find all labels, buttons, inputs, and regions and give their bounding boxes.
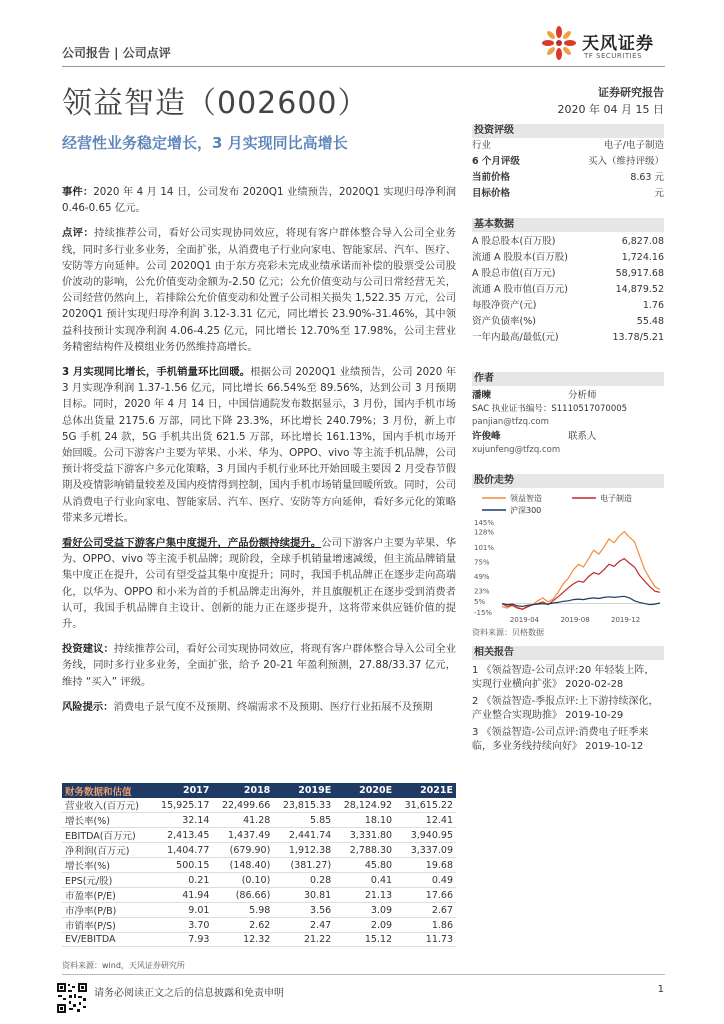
col-2017: 2017: [152, 783, 213, 798]
basic-data-row: [472, 282, 664, 298]
financial-cell: 3,331.80: [334, 828, 395, 843]
x-tick-label: 2019-04: [509, 616, 540, 624]
financial-row: [62, 933, 456, 947]
basic-data-row: [472, 330, 664, 346]
report-headline: 经营性业务稳定增长，3 月实现同比高增长: [62, 134, 348, 152]
financial-cell: 19.68: [395, 858, 456, 873]
financial-cell: 3,940.95: [395, 828, 456, 843]
x-tick-label: 2019-12: [611, 616, 641, 624]
text-event: 2020 年 4 月 14 日，公司发布 2020Q1 业绩预告，2020Q1 实现归母净利润 0.46-0.65 亿元。: [62, 186, 457, 215]
financial-row-label: 市盈率(P/E): [62, 888, 152, 903]
paragraph-risk: [62, 699, 456, 715]
lead-comment: 点评：: [62, 227, 94, 240]
financial-cell: 41.94: [152, 888, 213, 903]
brand-logo: [542, 24, 702, 66]
text-customers: 公司下游客户主要为苹果、华为、OPPO、vivo 等主流手机品牌；现阶段，全球手机销量增速减缓，但主流品牌销量集中度正在提升，公司有望受益其集中度提升；同时，我国手机品牌正在逐步走向高端化，以华为、OPPO 和小米为首的手机品牌走出海外，并且旗舰机正在逐步受到消费者认可，我国手机品牌自主设计、创新的能力正在逐步提升，这将带来供应链价值的提升。: [62, 537, 457, 631]
financial-row: [62, 813, 456, 828]
related-report-2[interactable]: 2 《领益智造-季报点评:上下游持续深化，产业整合实现助推》 2019-10-29: [472, 696, 659, 721]
author-email-2[interactable]: xujunfeng@tfzq.com: [472, 445, 561, 455]
paragraph-event: [62, 184, 456, 216]
basic-data-value: 58,917.68: [615, 268, 664, 279]
financial-cell: (86.66): [212, 888, 273, 903]
basic-data-row: [472, 234, 664, 250]
financial-cell: 1,404.77: [152, 843, 213, 858]
rating-row: [472, 138, 664, 154]
financial-cell: 0.41: [334, 873, 395, 888]
stock-price-chart: [472, 488, 664, 628]
tf-logo-icon: [542, 26, 576, 60]
basic-data-value: 1,724.16: [621, 252, 664, 263]
financial-row-label: EPS(元/股): [62, 873, 152, 888]
financial-cell: 3.56: [273, 903, 334, 918]
financial-cell: 2.62: [212, 918, 273, 933]
basic-data-row: [472, 266, 664, 282]
financial-cell: 3,337.09: [395, 843, 456, 858]
financial-cell: 11.73: [395, 933, 456, 947]
financial-cell: 17.66: [395, 888, 456, 903]
legend-label: 领益智造: [510, 494, 542, 503]
financial-cell: 1.86: [395, 918, 456, 933]
financial-row-label: 市销率(P/S): [62, 918, 152, 933]
basic-data-section: [472, 218, 664, 346]
footer-disclaimer: 请务必阅读正文之后的信息披露和免责申明: [94, 988, 284, 999]
financial-cell: 28,124.92: [334, 798, 395, 813]
financial-cell: 22,499.66: [212, 798, 273, 813]
legend-label: 沪深300: [510, 506, 542, 515]
financial-cell: 32.14: [152, 813, 213, 828]
financial-row: [62, 873, 456, 888]
lead-advice: 投资建议：: [62, 643, 114, 656]
financial-cell: 2,413.45: [152, 828, 213, 843]
stock-chart-section: [472, 474, 664, 638]
report-body: [62, 184, 456, 724]
financial-cell: 0.49: [395, 873, 456, 888]
basic-data-label: A 股总股本(百万股): [472, 236, 556, 247]
qr-code-icon: [56, 982, 88, 1014]
financial-cell: 3.09: [334, 903, 395, 918]
financial-cell: 2.47: [273, 918, 334, 933]
financial-row: [62, 858, 456, 873]
financial-source: 资料来源：wind，天风证券研究所: [62, 961, 185, 970]
rating-title: 投资评级: [472, 124, 664, 138]
author-role-2: 联系人: [568, 431, 597, 442]
financial-cell: 45.80: [334, 858, 395, 873]
financial-row: [62, 798, 456, 813]
lead-risk: 风险提示：: [62, 700, 114, 713]
financial-cell: 500.15: [152, 858, 213, 873]
y-tick-label: 101%: [474, 543, 495, 552]
financial-table: [62, 783, 456, 947]
rating-label: 当前价格: [472, 172, 511, 183]
y-tick-label: 23%: [474, 587, 490, 596]
footer-divider: [62, 974, 665, 975]
authors-section: [472, 372, 664, 457]
financial-cell: 2,441.74: [273, 828, 334, 843]
paragraph-advice: [62, 641, 456, 690]
rating-row: [472, 170, 664, 186]
financial-cell: 7.93: [152, 933, 213, 947]
related-section: [472, 646, 664, 754]
chart-source: 资料来源：贝格数据: [472, 628, 544, 637]
author-name-2: 许俊峰: [472, 431, 501, 442]
header-divider: [62, 66, 665, 67]
rating-value: 买入（维持评级）: [587, 156, 664, 167]
financial-cell: 41.28: [212, 813, 273, 828]
financial-cell: 0.21: [152, 873, 213, 888]
financial-cell: 2.09: [334, 918, 395, 933]
financial-cell: 2,788.30: [334, 843, 395, 858]
basic-data-label: 一年内最高/最低(元): [472, 332, 559, 343]
col-2019e: 2019E: [273, 783, 334, 798]
basic-data-label: 资产负债率(%): [472, 316, 536, 327]
financial-cell: 9.01: [152, 903, 213, 918]
rating-row: [472, 154, 664, 170]
basic-data-row: [472, 298, 664, 314]
financial-row-label: EV/EBITDA: [62, 933, 152, 947]
financial-row-label: 增长率(%): [62, 858, 152, 873]
financial-row: [62, 903, 456, 918]
financial-row-label: 增长率(%): [62, 813, 152, 828]
basic-data-label: A 股总市值(百万元): [472, 268, 556, 279]
lead-march: 3 月实现同比增长，手机销量环比回暖。: [62, 366, 251, 379]
rating-value: 电子/电子制造: [603, 140, 664, 151]
financial-row: [62, 918, 456, 933]
related-report-1[interactable]: 1 《领益智造-公司点评:20 年轻装上阵，实现行业横向扩张》 2020-02-28: [472, 665, 655, 690]
text-advice: 持续推荐公司，看好公司实现协同效应，将现有客户群体整合导入公司全业务线，同时多行业多业务，全面扩张，给予 20-21 年盈利预测，27.88/33.37 亿元，维持 “买入” 评级。: [62, 643, 457, 688]
author-name-1: 潘暕: [472, 390, 492, 401]
rating-section: [472, 124, 664, 202]
financial-cell: 1,437.49: [212, 828, 273, 843]
financial-row: [62, 888, 456, 903]
legend-label: 电子制造: [600, 494, 632, 503]
financial-cell: 12.32: [212, 933, 273, 947]
paragraph-comment: [62, 225, 456, 355]
y-tick-label: 5%: [474, 597, 486, 606]
basic-data-row: [472, 250, 664, 266]
financial-row: [62, 828, 456, 843]
financial-cell: 3.70: [152, 918, 213, 933]
col-2020e: 2020E: [334, 783, 395, 798]
authors-title: 作者: [472, 372, 664, 386]
financial-cell: (381.27): [273, 858, 334, 873]
logo-text-en: TF SECURITIES: [584, 52, 643, 60]
financial-cell: 31,615.22: [395, 798, 456, 813]
basic-data-label: 流通 A 股市值(百万元): [472, 284, 568, 295]
rating-row: [472, 186, 664, 202]
financial-cell: 18.10: [334, 813, 395, 828]
financial-cell: 12.41: [395, 813, 456, 828]
financial-row-label: 市净率(P/B): [62, 903, 152, 918]
report-date: 2020 年 04 月 15 日: [557, 103, 664, 116]
series-line-3: [502, 596, 660, 606]
financial-cell: 15.12: [334, 933, 395, 947]
financial-cell: 0.28: [273, 873, 334, 888]
y-tick-label: -15%: [474, 609, 493, 617]
basic-data-value: 6,827.08: [621, 236, 664, 247]
y-tick-label: 145%: [474, 519, 495, 527]
x-tick-label: 2019-08: [560, 616, 590, 624]
rating-label: 目标价格: [472, 188, 511, 199]
financial-row: [62, 843, 456, 858]
financial-cell: 15,925.17: [152, 798, 213, 813]
financial-cell: 5.98: [212, 903, 273, 918]
related-title: 相关报告: [472, 646, 664, 660]
financial-row-label: 营业收入(百万元): [62, 798, 152, 813]
basic-data-label: 每股净资产(元): [472, 300, 537, 311]
paragraph-customers: [62, 535, 456, 632]
col-2021e: 2021E: [395, 783, 456, 798]
logo-text-cn: 天风证券: [582, 34, 654, 54]
financial-cell: 23,815.33: [273, 798, 334, 813]
company-title: 领益智造（002600）: [62, 86, 369, 121]
stock-chart-title: 股价走势: [472, 474, 664, 488]
basic-data-row: [472, 314, 664, 330]
basic-data-title: 基本数据: [472, 218, 664, 232]
financial-title: 财务数据和估值: [62, 783, 152, 798]
financial-cell: (0.10): [212, 873, 273, 888]
author-email-1[interactable]: panjian@tfzq.com: [472, 417, 549, 427]
rating-label: 6 个月评级: [472, 156, 520, 167]
report-category: 公司报告 | 公司点评: [62, 46, 171, 60]
text-risk: 消费电子景气度不及预期、终端需求不及预期、医疗行业拓展不及预期: [113, 700, 433, 713]
financial-cell: 21.22: [273, 933, 334, 947]
basic-data-value: 1.76: [642, 300, 664, 311]
text-march: 根据公司 2020Q1 业绩预告，公司 2020 年 3 月实现净利润 1.37-1.56 亿元，同比增长 66.54%至 89.56%，达到公司 3 月预期目标。同时，2020 年 4 月 14 日，中国信通院发布数据显示，3 月份，国内手机市场总体出货量 2175.6 万部，同比下降 23.3%，环比增长 240.79%；3 月份，新上市 5G 手机 24 款，5G 手机共出货 621.5 万部，环比增长 161.13%，国内手机市场开始回暖。公司下游客户主要为苹果、小米、华为、OPPO、vivo 等主流手机品牌，公司预计将受益下游客户多元化策略，3 月国内手机行业环比开始回暖主要因 2 月受春节假期及疫情影响销量较差及国内疫情得到控制，国内手机市场销量回暖所致。同时，公司从消费电子行业向家电、智能家居、汽车、医疗、安防等方向延伸，看好多元化的策略带来多元增长。: [62, 366, 456, 524]
basic-data-value: 55.48: [636, 316, 664, 327]
page-number: 1: [657, 984, 664, 995]
author-role-1: 分析师: [568, 390, 597, 401]
text-comment: 持续推荐公司，看好公司实现协同效应，将现有客户群体整合导入公司全业务线，同时多行业多业务，全面扩张，从消费电子行业向家电、智能家居、汽车、医疗、安防等方向延伸。公司 2020Q1 由于东方亮彩未完成业绩承诺而补偿的股票受公司股价波动的影响，公允价值变动金额为-2.50 亿元；公允价值变动与公司日常经营无关，公司经营仍然向上，若排除公允价值变动和处置子公司相关损失 1,522.35 万元，公司 2020Q1 预计实现归母净利润 3.12-3.31 亿元，同比增长 23.90%-31.46%，其中领益科技预计实现净利润 4.06-4.25 亿元，同比增长 12.70%至 17.98%，公司主营业务精密结构件及模组业务仍然维持高增长。: [62, 227, 457, 353]
basic-data-value: 13.78/5.21: [612, 332, 664, 343]
rating-label: 行业: [472, 140, 492, 151]
basic-data-value: 14,879.52: [615, 284, 664, 295]
financial-cell: (679.90): [212, 843, 273, 858]
col-2018: 2018: [212, 783, 273, 798]
rating-value: 8.63 元: [630, 172, 664, 183]
financial-row-label: 净利润(百万元): [62, 843, 152, 858]
y-tick-label: 49%: [474, 573, 490, 581]
financial-cell: 1,912.38: [273, 843, 334, 858]
basic-data-label: 流通 A 股股本(百万股): [472, 252, 568, 263]
financial-cell: 21.13: [334, 888, 395, 903]
financial-row-label: EBITDA(百万元): [62, 828, 152, 843]
lead-event: 事件：: [62, 186, 94, 198]
financial-cell: 2.67: [395, 903, 456, 918]
financial-cell: 30.81: [273, 888, 334, 903]
financial-header-row: [62, 783, 456, 798]
related-report-3[interactable]: 3 《领益智造-公司点评:消费电子旺季来临，多业务线持续向好》 2019-10-12: [472, 727, 649, 752]
financial-cell: 5.85: [273, 813, 334, 828]
lead-customers: 看好公司受益下游客户集中度提升，产品份额持续提升。: [62, 537, 322, 550]
author-id-1: SAC 执业证书编号：S1110517070005: [472, 404, 628, 414]
paragraph-march: [62, 364, 456, 526]
rating-value: 元: [654, 188, 664, 199]
report-type: 证券研究报告: [598, 86, 664, 99]
y-tick-label: 128%: [474, 528, 495, 537]
financial-cell: (148.40): [212, 858, 273, 873]
y-tick-label: 75%: [474, 558, 490, 567]
